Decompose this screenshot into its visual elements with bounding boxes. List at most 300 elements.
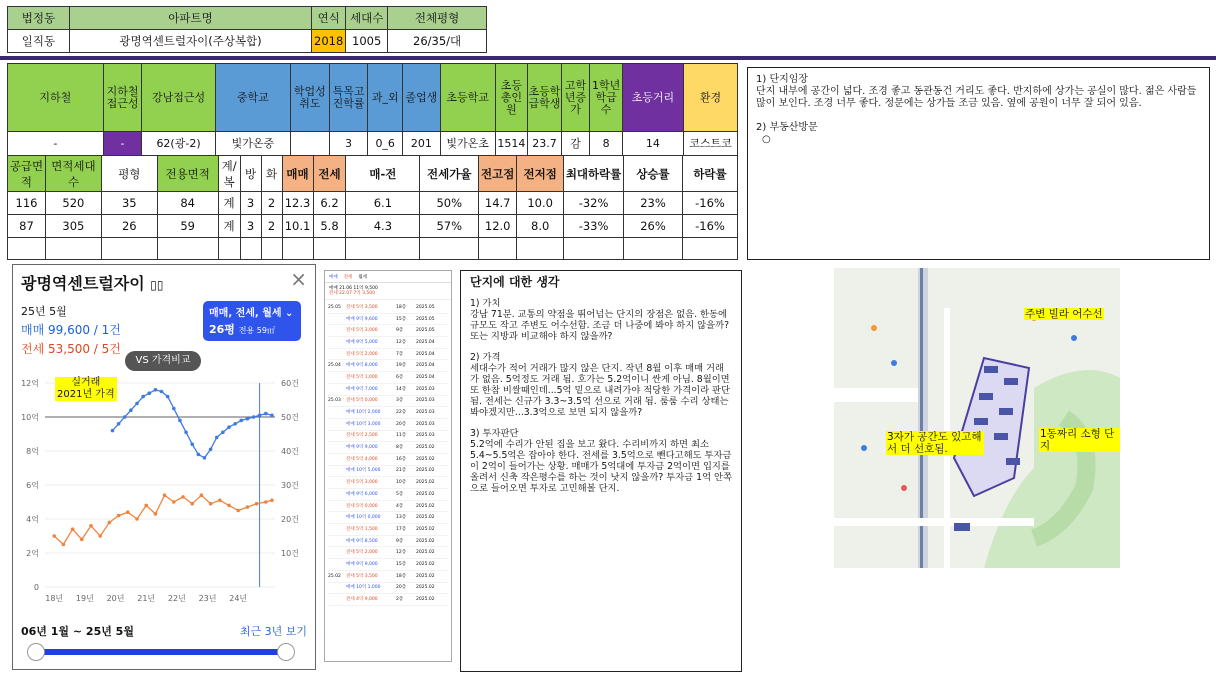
transaction-cell: 전세 5억 1,500 — [346, 526, 378, 532]
data-point — [144, 504, 148, 508]
transaction-row[interactable] — [328, 442, 448, 454]
transaction-cell: 매매 10억 1,000 — [346, 585, 381, 591]
data-point — [160, 390, 164, 394]
transaction-cell: 25.05 — [328, 304, 341, 310]
annotation-line: 실거래 — [71, 377, 101, 388]
y2-tick-label: 10건 — [281, 549, 299, 558]
y-tick-label: 0 — [33, 583, 39, 592]
transaction-cell: 매매 10억 0,000 — [346, 515, 381, 521]
criteria-value: 감 — [561, 132, 590, 156]
criteria-label: 초등학급학생 — [528, 64, 562, 132]
transaction-cell: 5층 — [396, 491, 404, 497]
price-chart-panel — [12, 264, 316, 670]
criteria-label: 초등거리 — [622, 64, 683, 132]
transaction-cell: 매매 10억 3,000 — [346, 421, 381, 427]
transaction-cell: 21층 — [396, 468, 407, 474]
transaction-row[interactable] — [328, 512, 448, 524]
transaction-cell: 2025.03 — [416, 433, 435, 439]
header-label: 세대수 — [346, 7, 388, 30]
criteria-value: - — [8, 132, 104, 156]
transaction-cell: 매매 9억 7,000 — [346, 386, 378, 392]
transaction-row[interactable] — [328, 314, 448, 326]
transaction-row[interactable] — [328, 571, 448, 583]
site-map[interactable] — [834, 268, 1120, 568]
transaction-row[interactable] — [328, 501, 448, 513]
size-header: 최대하락률 — [564, 156, 624, 192]
transaction-cell: 매매 9억 9,000 — [346, 561, 378, 567]
data-point — [209, 448, 213, 452]
transaction-cell: 8층 — [396, 445, 404, 451]
size-cell: 12.3 — [282, 192, 313, 215]
size-cell: -32% — [564, 192, 624, 215]
close-icon[interactable]: × — [290, 267, 307, 291]
transaction-cell: 매매 9억 9,600 — [346, 316, 378, 322]
transaction-cell: 2025.02 — [416, 515, 435, 521]
criteria-value: 0_6 — [368, 132, 403, 156]
data-point — [184, 431, 188, 435]
transaction-cell: 전세 5억 0,000 — [346, 398, 378, 404]
x-tick-label: 19년 — [75, 594, 94, 603]
transaction-cell: 18층 — [396, 573, 407, 579]
y-tick-label: 2억 — [26, 549, 39, 558]
criteria-label: 학업성취도 — [291, 64, 330, 132]
filter-label: 매매, 전세, 월세 — [209, 308, 282, 319]
transaction-cell: 전세 5억 3,500 — [346, 573, 378, 579]
transaction-cell: 4층 — [396, 503, 404, 509]
transaction-cell: 2025.05 — [416, 328, 435, 334]
transaction-row[interactable] — [328, 466, 448, 478]
transaction-cell: 2층 — [396, 597, 404, 603]
map-note: 주변 빌라 어수선 — [1025, 308, 1103, 320]
size-cell: 87 — [8, 215, 46, 238]
y-tick-label: 6억 — [26, 481, 39, 490]
book-icon[interactable]: ▯▯ — [150, 278, 164, 292]
sizes-value: 26/35/대 — [388, 30, 487, 53]
size-cell: 5.8 — [313, 215, 346, 238]
visit-notes — [747, 67, 1210, 260]
range-slider-track[interactable] — [35, 649, 293, 655]
transaction-cell: 2025.05 — [416, 316, 435, 322]
data-point — [200, 493, 204, 497]
range-slider-start-handle[interactable] — [27, 643, 45, 661]
data-point — [197, 453, 201, 457]
criteria-value: 23.7 — [528, 132, 562, 156]
size-header: 매매 — [282, 156, 313, 192]
x-tick-label: 22년 — [167, 594, 186, 603]
x-tick-label: 24년 — [229, 594, 248, 603]
data-point — [135, 517, 139, 521]
size-cell: 116 — [8, 192, 46, 215]
transaction-cell: 2025.02 — [416, 585, 435, 591]
size-main: 26평 — [209, 323, 235, 336]
thought-body: 세대수가 적어 거래가 많지 않은 단지. 작년 8월 이후 매매 거래가 없음. 5억정도 거래 됨. 호가는 5.2억이니 싼게 아님. 8월이면 또 한참 비쌀때인데...5억 밑으로 내려가야 적당한 가격이라 판단됨. 전세는 신규가 3.3~3.5억 선으로 거래 됨. 룸룸 수리 상태는 봐야겠지만...3.3억으로 보면 되지 않을까? — [470, 363, 730, 418]
series-line-sale — [113, 390, 272, 458]
data-point — [203, 456, 207, 460]
size-cell: 12.0 — [479, 215, 517, 238]
range-slider-end-handle[interactable] — [277, 643, 295, 661]
y2-tick-label: 60건 — [281, 379, 299, 388]
transaction-row[interactable] — [328, 407, 448, 419]
transaction-row[interactable] — [328, 489, 448, 501]
data-point — [233, 422, 237, 426]
transaction-row[interactable] — [328, 536, 448, 548]
transaction-cell: 2025.02 — [416, 550, 435, 556]
transaction-cell: 전세 5억 3,000 — [346, 480, 378, 486]
transaction-cell: 전세 5억 3,500 — [346, 304, 378, 310]
transaction-cell: 9층 — [396, 328, 404, 334]
x-tick-label: 23년 — [198, 594, 217, 603]
sale-summary: 매매 99,600 / 1건 — [21, 323, 121, 337]
y2-tick-label: 20건 — [281, 515, 299, 524]
y-tick-label: 4억 — [26, 515, 39, 524]
transaction-cell: 7층 — [396, 351, 404, 357]
data-point — [117, 514, 121, 518]
header-label: 전체평형 — [388, 7, 487, 30]
year-value: 2018 — [312, 30, 346, 53]
households-value: 1005 — [346, 30, 388, 53]
size-price-table — [7, 155, 738, 260]
transaction-row[interactable] — [328, 302, 448, 314]
transaction-row[interactable] — [328, 337, 448, 349]
size-header: 하락률 — [682, 156, 737, 192]
criteria-value: 201 — [403, 132, 441, 156]
size-cell: -16% — [682, 192, 737, 215]
criteria-value: - — [103, 132, 142, 156]
list-tab[interactable]: 전세 — [343, 275, 353, 280]
data-point — [190, 502, 194, 506]
transaction-cell: 전세 5억 4,000 — [346, 456, 378, 462]
data-point — [141, 395, 145, 399]
transaction-cell: 2025.02 — [416, 526, 435, 532]
jeonse-summary: 전세 53,500 / 5건 — [21, 342, 121, 356]
size-cell: 6.2 — [313, 192, 346, 215]
data-point — [218, 499, 222, 503]
thought-heading: 1) 가치 — [470, 298, 501, 309]
transaction-cell: 전세 5억 0,000 — [346, 503, 378, 509]
transaction-cell: 2025.02 — [416, 480, 435, 486]
chart-annotation — [55, 377, 117, 401]
size-cell: 계 — [218, 215, 240, 238]
size-header: 화 — [261, 156, 282, 192]
transaction-cell: 6층 — [396, 374, 404, 380]
criteria-value — [291, 132, 330, 156]
data-point — [154, 388, 158, 392]
transaction-cell: 16층 — [396, 456, 407, 462]
y-tick-label: 12억 — [21, 379, 39, 388]
map-note: 3자가 공간도 있고해서 더 선호됨. — [886, 431, 984, 455]
size-cell: 84 — [157, 192, 218, 215]
size-header: 상승률 — [624, 156, 683, 192]
filter-button[interactable] — [203, 301, 301, 341]
list-summary: 전세 22.07 7억 3,500 — [329, 291, 375, 296]
data-point — [215, 436, 219, 440]
transaction-cell: 15층 — [396, 316, 407, 322]
criteria-label: 초등총인원 — [495, 64, 528, 132]
transaction-cell: 2025.05 — [416, 304, 435, 310]
transaction-cell: 25.04 — [328, 363, 341, 369]
header-label: 연식 — [312, 7, 346, 30]
size-cell: -33% — [564, 215, 624, 238]
transaction-list-panel — [324, 270, 452, 662]
transaction-cell: 20층 — [396, 585, 407, 591]
app-title-text: 광명역센트럴자이 — [21, 274, 145, 293]
transaction-row[interactable] — [328, 396, 448, 408]
transaction-cell: 매매 10억 2,000 — [346, 410, 381, 416]
transaction-cell: 20층 — [396, 421, 407, 427]
transaction-row[interactable] — [328, 325, 448, 337]
transaction-cell: 14층 — [396, 386, 407, 392]
transaction-cell: 2025.03 — [416, 398, 435, 404]
data-point — [270, 499, 274, 503]
transaction-row[interactable] — [328, 360, 448, 372]
criteria-label: 특목고진학률 — [329, 64, 368, 132]
range-label: 06년 1월 ~ 25년 5월 — [21, 625, 134, 638]
transaction-cell: 2025.04 — [416, 363, 435, 369]
chevron-down-icon: ⌄ — [285, 308, 294, 319]
criteria-value: 코스트코 — [683, 132, 737, 156]
size-header: 매-전 — [346, 156, 420, 192]
header-label: 법정동 — [8, 7, 70, 30]
size-cell: 23% — [624, 192, 683, 215]
data-point — [246, 417, 250, 421]
size-cell: 50% — [420, 192, 479, 215]
transaction-cell: 18층 — [396, 304, 407, 310]
size-cell: 8.0 — [517, 215, 564, 238]
criteria-label: 지하철 — [8, 64, 104, 132]
size-cell: 57% — [420, 215, 479, 238]
transaction-cell: 전세 4억 9,000 — [346, 597, 378, 603]
app-title — [21, 271, 163, 294]
data-point — [227, 504, 231, 508]
transaction-cell: 12층 — [396, 339, 407, 345]
y-tick-label: 10억 — [21, 413, 39, 422]
transaction-cell: 2025.04 — [416, 351, 435, 357]
transaction-cell: 매매 9억 6,000 — [346, 491, 378, 497]
transaction-rows — [325, 300, 451, 608]
data-point — [258, 414, 262, 418]
transaction-cell: 17층 — [396, 526, 407, 532]
transaction-cell: 2025.04 — [416, 339, 435, 345]
transaction-row[interactable] — [328, 477, 448, 489]
transaction-cell: 25.02 — [328, 573, 341, 579]
criteria-value: 14 — [622, 132, 683, 156]
size-cell: 520 — [45, 192, 101, 215]
transaction-row[interactable] — [328, 524, 448, 536]
thought-body: 강남 71분. 교통의 약점을 뛰어넘는 단지의 장점은 없음. 한동에 규모도 작고 주변도 어수선함. 조금 더 나중에 봐야 하지 않을까? 또는 지방과 비교해야 하지 않을까? — [470, 309, 730, 342]
size-header: 전세가율 — [420, 156, 479, 192]
size-header: 전저점 — [517, 156, 564, 192]
recent-3y-link[interactable]: 최근 3년 보기 — [239, 625, 307, 638]
data-point — [80, 538, 84, 542]
x-tick-label: 20년 — [106, 594, 125, 603]
transaction-cell: 2025.02 — [416, 597, 435, 603]
map-note: 1동짜리 소형 단지 — [1039, 428, 1120, 452]
road — [834, 388, 918, 402]
transaction-row[interactable] — [328, 454, 448, 466]
size-cell: 4.3 — [346, 215, 420, 238]
size-header: 면적세대수 — [45, 156, 101, 192]
criteria-label: 중학교 — [215, 64, 290, 132]
transaction-cell: 매매 9억 5,000 — [346, 339, 378, 345]
data-point — [264, 412, 268, 416]
transaction-row[interactable] — [328, 419, 448, 431]
transaction-cell: 2025.03 — [416, 421, 435, 427]
size-cell: 305 — [45, 215, 101, 238]
transaction-cell: 2025.02 — [416, 491, 435, 497]
thoughts-title: 단지에 대한 생각 — [470, 275, 560, 289]
transaction-cell: 2025.02 — [416, 561, 435, 567]
data-point — [221, 431, 225, 435]
y2-tick-label: 40건 — [281, 447, 299, 456]
data-point — [178, 419, 182, 423]
size-cell: 35 — [101, 192, 157, 215]
criteria-table — [7, 63, 738, 156]
transaction-cell: 13층 — [396, 515, 407, 521]
dong-value: 일직동 — [8, 30, 70, 53]
note-title: 1) 단지임장 — [756, 74, 809, 85]
data-point — [270, 414, 274, 418]
chart-date: 25년 5월 — [21, 305, 67, 318]
transaction-row[interactable] — [328, 547, 448, 559]
transaction-cell: 2025.02 — [416, 538, 435, 544]
size-header: 공급면적 — [8, 156, 46, 192]
x-tick-label: 18년 — [45, 594, 64, 603]
size-cell: 2 — [261, 215, 282, 238]
size-cell: 2 — [261, 192, 282, 215]
complex-header-table — [7, 6, 487, 53]
data-point — [135, 402, 139, 406]
transaction-cell: 12층 — [396, 550, 407, 556]
size-header: 계/복 — [218, 156, 240, 192]
criteria-label: 지하철접근성 — [103, 64, 142, 132]
transaction-cell: 매매 9억 9,000 — [346, 445, 378, 451]
transaction-cell: 15층 — [396, 561, 407, 567]
transaction-cell: 전세 5억 1,000 — [346, 374, 378, 380]
data-point — [123, 415, 127, 419]
data-point — [172, 407, 176, 411]
data-point — [227, 425, 231, 429]
data-point — [52, 534, 56, 538]
size-cell: 59 — [157, 215, 218, 238]
size-cell: 26% — [624, 215, 683, 238]
size-cell: 10.0 — [517, 192, 564, 215]
transaction-cell: 2025.02 — [416, 573, 435, 579]
y-tick-label: 8억 — [26, 447, 39, 456]
transaction-cell: 전세 5억 2,500 — [346, 433, 378, 439]
y2-tick-label: 50건 — [281, 413, 299, 422]
size-cell: 3 — [240, 192, 261, 215]
transaction-cell: 매매 9억 8,500 — [346, 538, 378, 544]
transaction-cell: 22층 — [396, 410, 407, 416]
transaction-cell: 전세 5억 3,000 — [346, 328, 378, 334]
data-point — [71, 527, 75, 531]
criteria-value: 1514 — [495, 132, 528, 156]
size-cell: 14.7 — [479, 192, 517, 215]
header-label: 아파트명 — [69, 7, 311, 30]
transaction-row[interactable] — [328, 372, 448, 384]
criteria-value: 3 — [329, 132, 368, 156]
size-header: 전용면적 — [157, 156, 218, 192]
data-point — [166, 395, 170, 399]
transaction-cell: 전세 5억 2,000 — [346, 351, 378, 357]
size-sub: 전용 59㎡ — [238, 326, 275, 335]
transaction-cell: 10층 — [396, 480, 407, 486]
criteria-label: 과_외 — [368, 64, 403, 132]
data-point — [264, 500, 268, 504]
criteria-label: 초등학교 — [440, 64, 495, 132]
transaction-cell: 3층 — [396, 398, 404, 404]
size-cell: 3 — [240, 215, 261, 238]
data-point — [252, 415, 256, 419]
criteria-label: 1학년학급수 — [590, 64, 623, 132]
transaction-row[interactable] — [328, 384, 448, 396]
criteria-label: 고학년증가 — [561, 64, 590, 132]
list-tab[interactable]: 월세 — [358, 275, 368, 280]
size-cell: 6.1 — [346, 192, 420, 215]
criteria-label: 강남접근성 — [142, 64, 215, 132]
transaction-cell: 2025.02 — [416, 468, 435, 474]
size-header: 방 — [240, 156, 261, 192]
divider — [0, 56, 1216, 60]
data-point — [246, 505, 250, 509]
transaction-cell: 2025.03 — [416, 410, 435, 416]
transaction-cell: 전세 5억 2,000 — [346, 550, 378, 556]
criteria-label: 졸업생 — [403, 64, 441, 132]
data-point — [209, 502, 213, 506]
criteria-value: 빛가온중 — [215, 132, 290, 156]
data-point — [98, 534, 102, 538]
data-point — [147, 391, 151, 395]
transaction-cell: 매매 9억 8,000 — [346, 363, 378, 369]
size-cell: 26 — [101, 215, 157, 238]
note-body: 단지 내부에 공간이 넓다. 조경 좋고 동관동건 거리도 좋다. 반지하에 상가는 공실이 많다. 젊은 사람들 많이 보인다. 조경 너무 좋다. 정문에는 상가들 조금 있음. 옆에 공원이 너무 잘 되어 있음. — [756, 86, 1197, 109]
list-tab[interactable]: 매매 — [329, 275, 338, 280]
transaction-row[interactable] — [328, 431, 448, 443]
thought-heading: 3) 투자판단 — [470, 428, 519, 439]
criteria-value: 62(광-2) — [142, 132, 215, 156]
transaction-cell: 11층 — [396, 433, 407, 439]
criteria-value: 빛가온초 — [440, 132, 495, 156]
x-tick-label: 21년 — [137, 594, 156, 603]
compare-button[interactable]: VS 가격비교 — [125, 351, 201, 371]
apartment-name: 광명역센트럴자이(주상복합) — [69, 30, 311, 53]
transaction-row[interactable] — [328, 594, 448, 606]
transaction-row[interactable] — [328, 559, 448, 571]
data-point — [181, 495, 185, 499]
note-body: ○ — [762, 134, 771, 145]
thought-body: 5.2억에 수리가 안된 집을 보고 왔다. 수리비까지 하면 최소 5.4~5.5억은 잡아야 한다. 전세를 3.5억으로 뺀다고해도 투자금이 2억이 들어가는 상황. 매매가 5억대에 투자금 2억이면 입지를 올려서 신축 작은평수를 하는 것이 낫지 않을까? 투자금 1억 안쪽으로 들어오면 투자로 고민해볼 단지. — [470, 439, 732, 494]
size-header: 평형 — [101, 156, 157, 192]
data-point — [111, 429, 115, 433]
transaction-cell: 19층 — [396, 363, 407, 369]
transaction-cell: 9층 — [396, 538, 404, 544]
data-point — [255, 502, 259, 506]
data-point — [108, 521, 112, 525]
size-cell: 10.1 — [282, 215, 313, 238]
transaction-cell: 2025.04 — [416, 374, 435, 380]
data-point — [163, 493, 167, 497]
size-row — [8, 192, 738, 215]
transaction-row[interactable] — [328, 349, 448, 361]
data-point — [62, 543, 66, 547]
transaction-row[interactable] — [328, 583, 448, 595]
data-point — [129, 408, 133, 412]
road — [834, 518, 1034, 526]
data-point — [154, 512, 158, 516]
y2-tick-label: 30건 — [281, 481, 299, 490]
series-line-jeonse — [54, 495, 272, 544]
data-point — [239, 419, 243, 423]
